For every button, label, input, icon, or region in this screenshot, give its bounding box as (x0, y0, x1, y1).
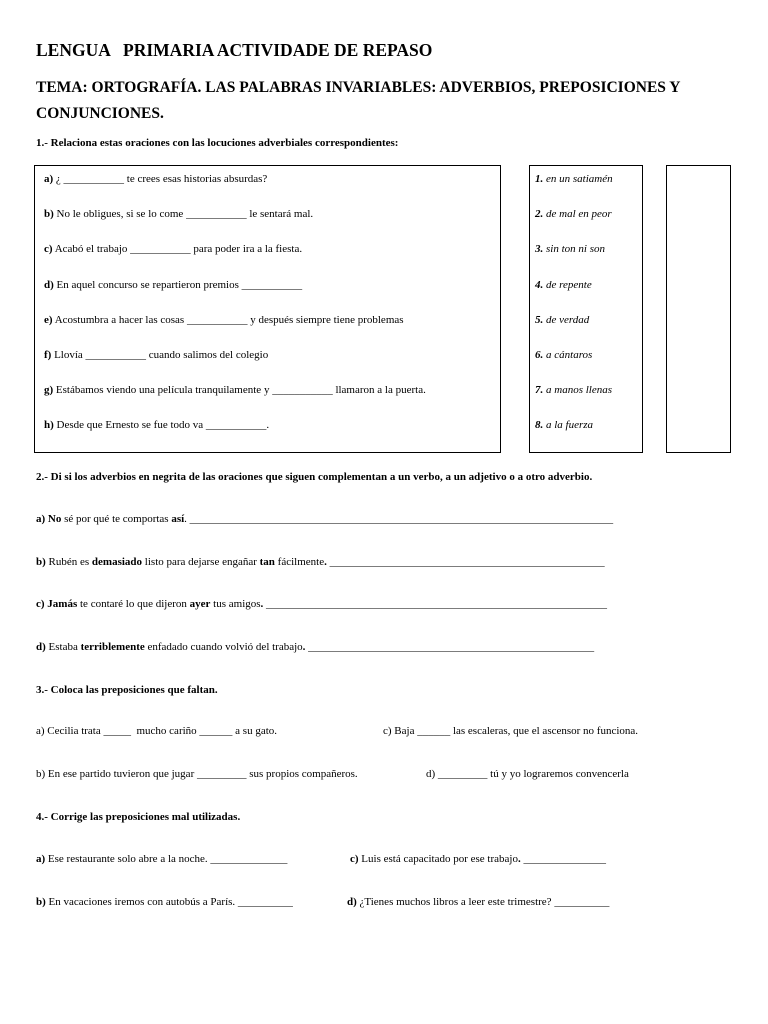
adverb-question-item (36, 598, 607, 610)
bold-segment: d) (36, 641, 46, 653)
text-segment: ______________________________________________________________ (263, 598, 608, 610)
correction-item-b (36, 896, 293, 908)
locution-text: a la fuerza (543, 419, 594, 432)
worksheet-topic: TEMA: ORTOGRAFÍA. LAS PALABRAS INVARIABLES: ADVERBIOS, PREPOSICIONES Y CONJUNCIONES. (36, 79, 680, 122)
sentence-text: Estábamos viendo una película tranquilamente y ___________ llamaron a la puerta. (53, 384, 426, 397)
text-segment: te contaré lo que dijeron (77, 598, 190, 610)
item-text: En vacaciones iremos con autobús a París. __________ (45, 896, 293, 908)
sentence-key: g) (44, 384, 54, 397)
locution-item (535, 279, 592, 291)
bold-segment: demasiado (91, 556, 143, 568)
sentence-key: b) (44, 208, 54, 221)
item-key: b) (36, 896, 46, 908)
sentence-key: h) (44, 419, 54, 432)
locution-text: sin ton ni son (543, 243, 605, 256)
locution-text: de verdad (543, 313, 590, 326)
locution-item (535, 314, 589, 326)
sentence-item (44, 419, 269, 431)
bold-segment: a) No (36, 513, 62, 525)
sentence-text: En aquel concurso se repartieron premios ___________ (53, 278, 303, 291)
locution-item (535, 208, 612, 220)
preposition-item-c: c) Baja ______ las escaleras, que el ascensor no funciona. (383, 725, 639, 737)
locution-number: 3. (535, 243, 544, 256)
item-text: Ese restaurante solo abre a la noche. ______________ (45, 853, 288, 865)
item-text: ¿Tienes muchos libros a leer este trimestre? __________ (356, 896, 610, 908)
text-segment: Rubén es (45, 556, 92, 568)
text-segment: sé por qué te comportas (61, 513, 172, 525)
sentence-key: c) (44, 243, 53, 256)
locution-text: en un satiamén (543, 173, 613, 185)
text-segment: tus amigos (210, 598, 261, 610)
sentence-item (44, 279, 302, 291)
sentence-text: Acostumbra a hacer las cosas ___________ y después siempre tiene problemas (52, 313, 404, 326)
locution-number: 7. (535, 384, 544, 397)
bold-segment: . (302, 641, 306, 653)
text-segment: enfadado cuando volvió del trabajo (144, 641, 303, 653)
locution-item (535, 349, 592, 361)
sentence-item (44, 243, 302, 255)
sentence-key: f) (44, 349, 52, 361)
sentence-text: Llovía ___________ cuando salimos del colegio (51, 349, 269, 361)
text-segment: __________________________________________________ (326, 556, 605, 568)
locution-text: de mal en peor (543, 208, 612, 221)
sentence-item (44, 314, 404, 326)
correction-item-d (347, 896, 609, 908)
locution-item (535, 384, 612, 396)
sentence-item (44, 173, 267, 185)
locution-item (535, 173, 613, 185)
item-text: Luis está capacitado por ese trabajo (358, 853, 518, 865)
sentence-key: e) (44, 313, 53, 326)
adverb-question-item (36, 513, 613, 525)
bold-segment: terriblemente (80, 641, 145, 653)
bold-segment: así (171, 513, 185, 525)
bold-segment: . (324, 556, 327, 568)
sentence-text: Acabó el trabajo ___________ para poder ira a la fiesta. (52, 243, 303, 256)
bold-segment: . (260, 598, 264, 610)
text-segment: listo para dejarse engañar (142, 556, 260, 568)
item-key: a) (36, 853, 46, 865)
correction-item-a (36, 853, 287, 865)
exercise-2-instruction: 2.- Di si los adverbios en negrita de las oraciones que siguen complementan a un verbo, a un adjetivo o a otro adverbio. (36, 471, 593, 483)
sentence-key: d) (44, 278, 54, 291)
bold-segment: ayer (189, 598, 211, 610)
sentence-text: No le obligues, si se lo come ___________ le sentará mal. (53, 208, 314, 221)
adverb-question-item (36, 556, 605, 568)
item-dot: . (517, 853, 521, 865)
item-blank: _______________ (520, 853, 606, 865)
item-key: c) (350, 853, 359, 865)
exercise-1-instruction: 1.- Relaciona estas oraciones con las locuciones adverbiales correspondientes: (36, 137, 399, 149)
bold-segment: c) Jamás (36, 598, 78, 610)
bold-segment: tan (259, 556, 275, 568)
locution-text: a cántaros (543, 349, 593, 361)
adverb-question-item (36, 641, 594, 653)
exercise-3-instruction: 3.- Coloca las preposiciones que faltan. (36, 684, 218, 696)
locution-number: 2. (535, 208, 544, 221)
answer-box (666, 165, 731, 453)
sentence-item (44, 349, 268, 361)
locution-text: a manos llenas (543, 384, 612, 397)
locution-item (535, 419, 593, 431)
worksheet-title: LENGUA PRIMARIA ACTIVIDADE DE REPASO (36, 40, 433, 60)
text-segment: Estaba (45, 641, 81, 653)
text-segment: fácilmente (274, 556, 325, 568)
sentence-text: Desde que Ernesto se fue todo va ___________. (53, 419, 270, 432)
locution-number: 5. (535, 313, 544, 326)
sentence-item (44, 384, 426, 396)
text-segment: . _____________________________________________________________________________ (184, 513, 614, 525)
sentence-text: ¿ ___________ te crees esas historias absurdas? (53, 173, 268, 185)
item-key: d) (347, 896, 357, 908)
preposition-item-b: b) En ese partido tuvieron que jugar _________ sus propios compañeros. (36, 768, 358, 780)
locution-number: 8. (535, 419, 544, 432)
bold-segment: b) (36, 556, 46, 568)
exercise-4-instruction: 4.- Corrige las preposiciones mal utilizadas. (36, 811, 241, 823)
locution-item (535, 243, 605, 255)
sentence-item (44, 208, 313, 220)
locution-number: 4. (535, 278, 544, 291)
preposition-item-a: a) Cecilia trata _____ mucho cariño ______ a su gato. (36, 725, 278, 737)
locution-text: de repente (543, 278, 592, 291)
locution-number: 6. (535, 349, 544, 361)
correction-item-c (350, 853, 606, 865)
preposition-item-d: d) _________ tú y yo lograremos convencerla (426, 768, 629, 780)
locution-number: 1. (535, 173, 544, 185)
sentence-key: a) (44, 173, 54, 185)
text-segment: ____________________________________________________ (305, 641, 595, 653)
